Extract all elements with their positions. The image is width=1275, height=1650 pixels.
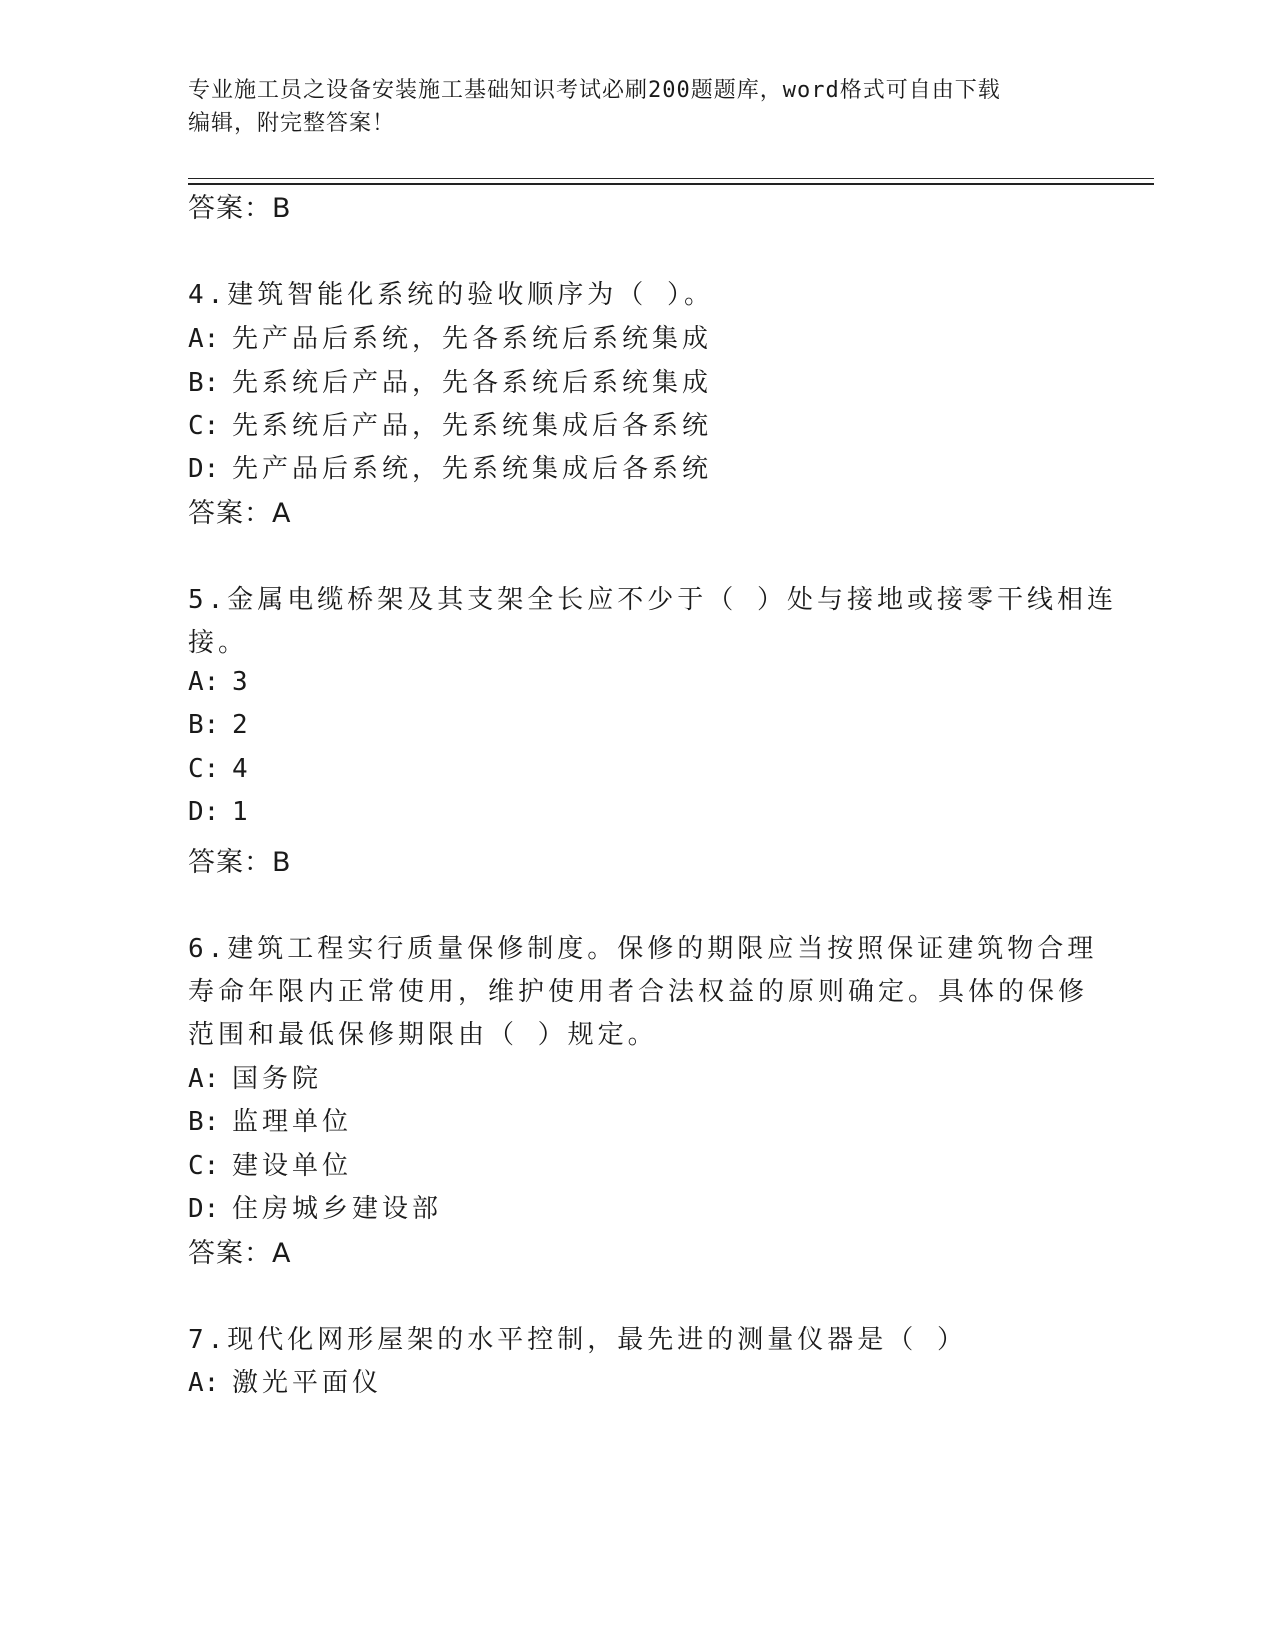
option-key: A: [188,324,220,354]
question-stem: 6.建筑工程实行质量保修制度。保修的期限应当按照保证建筑物合理 [188,934,1098,964]
option-d [188,448,712,485]
question-stem: 7.现代化网形屋架的水平控制，最先进的测量仪器是（ ） [188,1325,967,1355]
option-key: B: [188,710,220,740]
option-text: 建设单位 [232,1151,353,1181]
option-b [188,710,252,740]
answer: 答案：A [188,1238,292,1269]
option-key: A: [188,667,220,697]
option-key: C: [188,411,220,441]
option-a [188,1362,382,1399]
option-key: C: [188,754,220,784]
option-text: 2 [232,710,252,740]
option-text: 3 [232,667,252,697]
answer: 答案：B [188,847,292,878]
question-stem-cont: 寿命年限内正常使用，维护使用者合法权益的原则确定。具体的保修 [188,977,1089,1007]
option-key: C: [188,1151,220,1181]
option-text: 1 [232,797,252,827]
option-key: A: [188,1064,220,1094]
question-stem-cont: 接。 [188,628,249,658]
option-key: B: [188,368,220,398]
document-header [188,74,1068,140]
option-text: 4 [232,754,252,784]
header-divider-top [188,178,1154,179]
option-b [188,362,712,399]
option-c [188,754,252,784]
answer-prev: 答案：B [188,193,292,224]
option-text: 住房城乡建设部 [232,1194,443,1224]
option-d [188,1188,442,1225]
header-divider-bottom [188,183,1154,185]
option-a [188,667,252,697]
option-key: A: [188,1368,220,1398]
question-stem: 4.建筑智能化系统的验收顺序为（ ）。 [188,280,714,310]
option-d [188,797,252,827]
option-b [188,1101,352,1138]
option-a [188,318,712,355]
option-text: 监理单位 [232,1107,353,1137]
option-text: 国务院 [232,1064,323,1094]
question-stem-cont: 范围和最低保修期限由（ ）规定。 [188,1020,658,1050]
option-text: 先系统后产品，先系统集成后各系统 [232,411,713,441]
option-key: B: [188,1107,220,1137]
option-c [188,405,712,442]
option-key: D: [188,1194,220,1224]
option-key: D: [188,797,220,827]
option-a [188,1058,322,1095]
option-text: 先产品后系统，先各系统后系统集成 [232,324,713,354]
question-stem: 5.金属电缆桥架及其支架全长应不少于（ ）处与接地或接零干线相连 [188,585,1117,615]
option-c [188,1145,352,1182]
option-text: 先产品后系统，先系统集成后各系统 [232,454,713,484]
option-key: D: [188,454,220,484]
option-text: 先系统后产品，先各系统后系统集成 [232,368,713,398]
option-text: 激光平面仪 [232,1368,383,1398]
header-line-2: 编辑，附完整答案！ [188,111,396,136]
answer: 答案：A [188,498,292,529]
header-line-1: 专业施工员之设备安装施工基础知识考试必刷200题题库，word格式可自由下载 [188,78,1001,103]
